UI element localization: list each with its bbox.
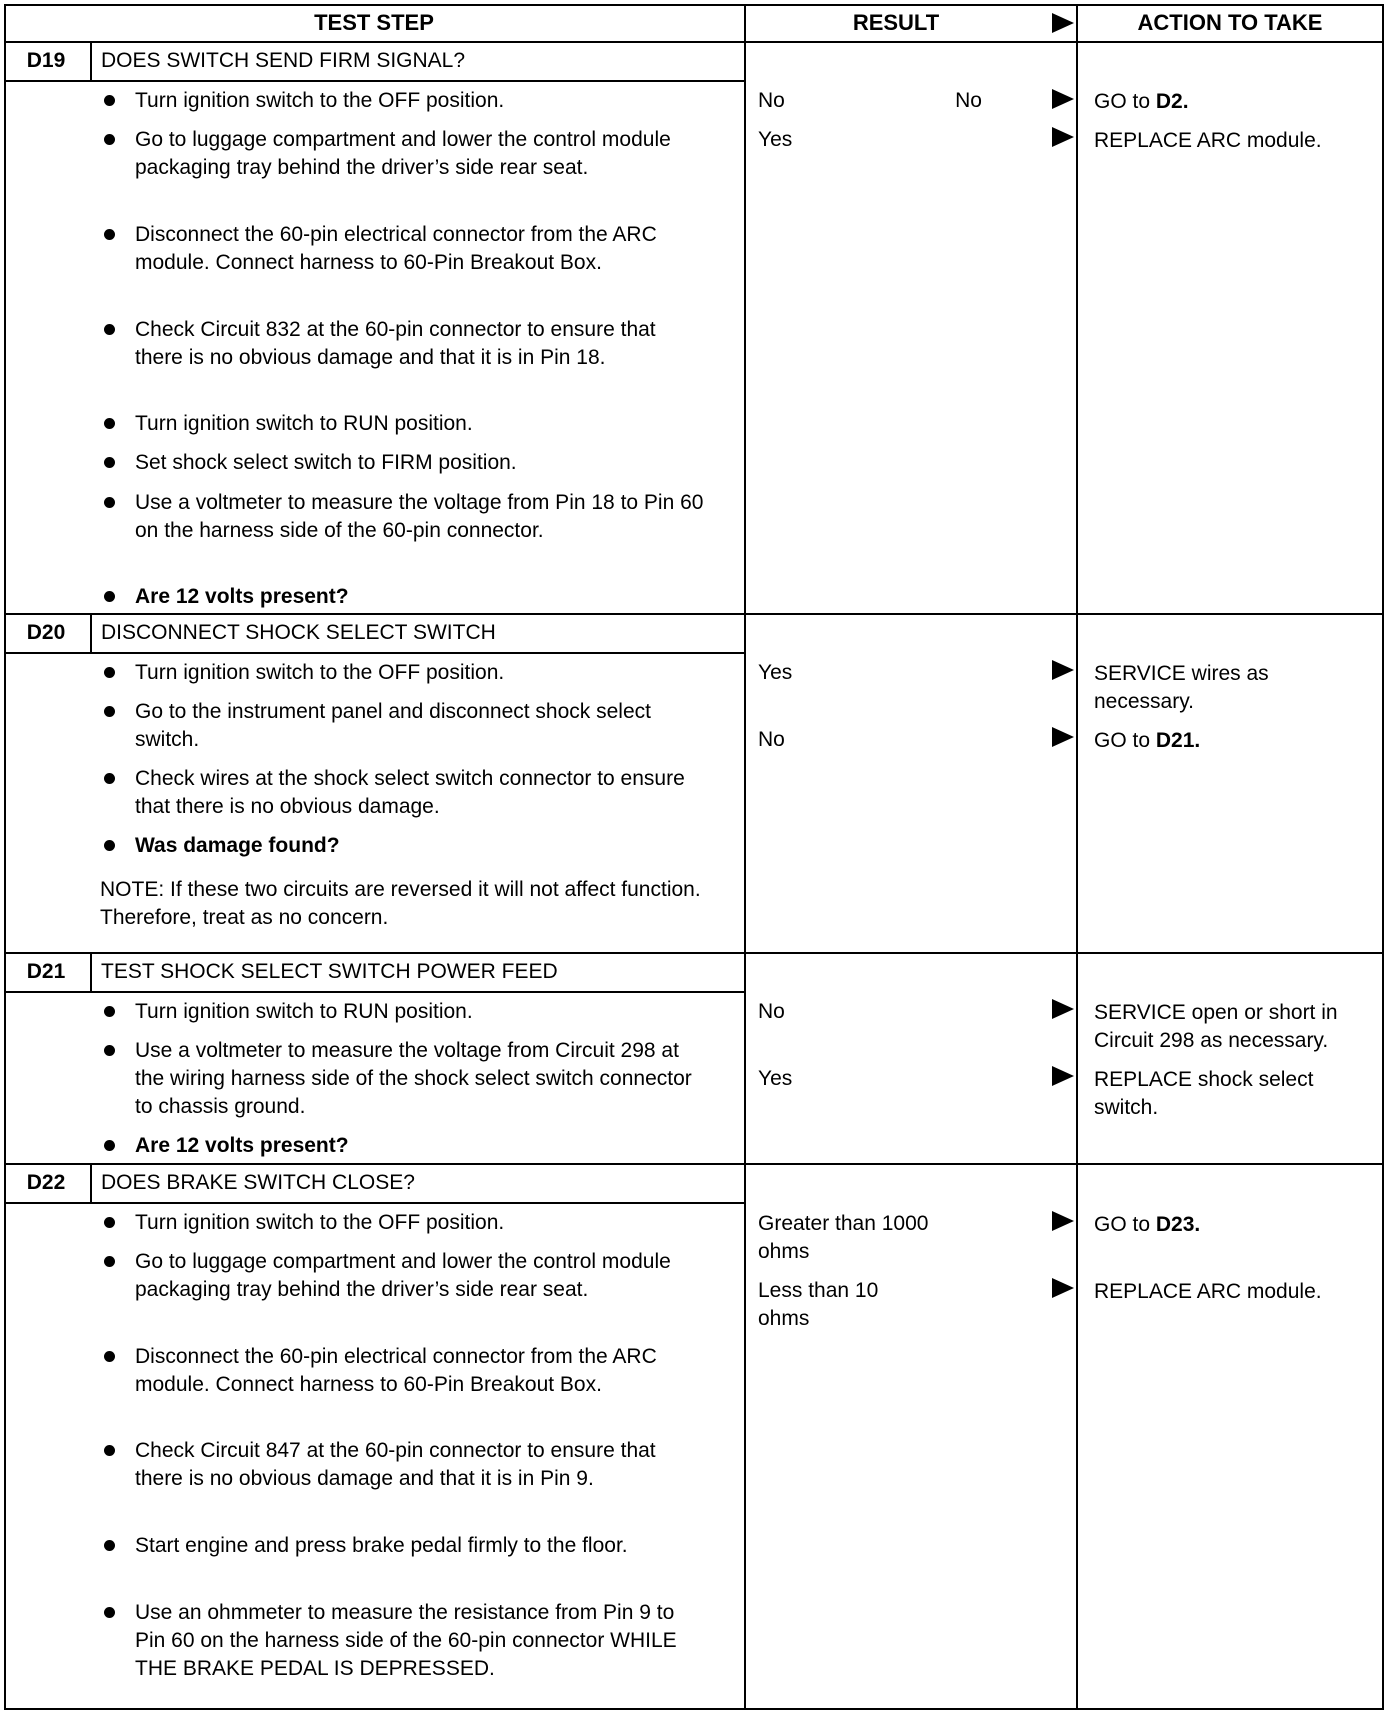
bullet-icon xyxy=(104,497,115,508)
note-text: NOTE: If these two circuits are reversed it will not affect function. Therefore, treat as no concern. xyxy=(100,878,701,929)
bullet-icon xyxy=(104,1256,115,1267)
bullet-icon xyxy=(104,591,115,602)
bullet-icon xyxy=(104,324,115,335)
result-yes: Yes xyxy=(758,128,793,151)
arrow-icon xyxy=(1052,727,1074,747)
result-greater-than-1000: Greater than 1000 ohms xyxy=(758,1212,929,1263)
bullet-icon xyxy=(104,1607,115,1618)
bullet-icon xyxy=(104,1217,115,1228)
action-replace-arc: REPLACE ARC module. xyxy=(1094,129,1322,152)
action-goto-d23: GO to D23. xyxy=(1094,1213,1201,1236)
step-title-d22: DOES BRAKE SWITCH CLOSE? xyxy=(101,1171,415,1194)
step-id-d19: D19 xyxy=(26,49,66,72)
bullet-icon xyxy=(104,773,115,784)
diagnostic-table: TEST STEP RESULT ACTION TO TAKE D19 DOES SWITCH SEND FIRM SIGNAL? Turn ignition switch to the OFF position. Go to luggage compartment and lower the control module packaging tray behind the driver’s side rear seat. Disconnect the 60-pin electrical connector from the ARC module. Connect harness to 60-Pin Breakout Box. Check Circuit 832 at the 60-pin connector to ensure that there is no obvious damage and that it is in Pin 18. Turn ignition switch to RUN position. Set shock select switch to FIRM position. Use a voltmeter to measure the voltage from Pin 18 to Pin 60 on the harness side of the 60-pin connector. Are 12 volts present? No No GO to D2. Yes REPLACE ARC module. D20 DISCONNECT SHOCK SELECT SWITCH Turn ignition switch to the OFF position. Go to the instrument panel and disconnect shock select switch. Check wires at the shock select switch connector to ensure that there is no obvious damage. Was damage found? NOTE: If these two circuits are reversed it will not affect function. Therefore, treat as no concern. Yes SERVICE wires as necessary. No GO to D21. D21 TEST SHOCK SELECT SWITCH POWER FEED Turn ignition switch to RUN position. Use a voltmeter to measure the voltage from Circuit 298 at the wiring harness side of the shock select switch connector to chassis ground. Are 12 volts present? No SERVICE open or short in Circuit 298 as necessary. Yes REPLACE shock select switch. D22 DOES BRAKE SWITCH CLOSE? Turn ignition switch to the OFF position. Go to luggage compartment and lower the control module packaging tray behind the driver’s side rear seat. Disconnect the 60-pin electrical connector from the ARC module. Connect harness to 60-Pin Breakout Box. Check Circuit 847 at the 60-pin connector to ensure that there is no obvious damage and that it is in Pin 9. Start engine and press brake pedal firmly to the floor. Use an ohmmeter to measure the resistance from Pin 9 to Pin 60 on the harness side of the 60-pin connector WHILE THE BRAKE PEDAL IS DEPRESSED. Greater than 1000 ohms GO to D23. Less than 10 ohms REPLACE ARC module. xyxy=(0,0,1392,1714)
step-id-divider xyxy=(90,613,92,653)
bullet-icon xyxy=(104,418,115,429)
action-replace-shock-switch: REPLACE shock select switch. xyxy=(1094,1068,1314,1119)
bullet-icon xyxy=(104,1045,115,1056)
step-title-underline xyxy=(4,1202,746,1204)
step-id-divider xyxy=(90,1163,92,1203)
result-yes: Yes xyxy=(758,1067,793,1090)
bullet-icon xyxy=(104,457,115,468)
header-test-step: TEST STEP xyxy=(314,10,434,35)
result-yes: Yes xyxy=(758,661,793,684)
bullet-icon xyxy=(104,1140,115,1151)
header-result: RESULT xyxy=(852,10,940,35)
bullet-icon xyxy=(104,229,115,240)
step-title-d20: DISCONNECT SHOCK SELECT SWITCH xyxy=(101,621,496,644)
header-action: ACTION TO TAKE xyxy=(1137,10,1323,35)
table-left-border xyxy=(4,4,6,1710)
step-id-d20: D20 xyxy=(26,621,66,644)
arrow-icon xyxy=(1052,1066,1074,1086)
bullet-icon xyxy=(104,1445,115,1456)
result-column-divider xyxy=(744,4,746,1710)
step-title-underline xyxy=(4,652,746,654)
action-column-divider xyxy=(1076,4,1078,1710)
arrow-icon xyxy=(1052,127,1074,147)
result-no: No No xyxy=(758,89,982,112)
action-service-circuit-298: SERVICE open or short in Circuit 298 as necessary. xyxy=(1094,1001,1338,1052)
action-goto-d2: GO to D2. xyxy=(1094,90,1189,113)
step-title-d21: TEST SHOCK SELECT SWITCH POWER FEED xyxy=(101,960,558,983)
arrow-icon xyxy=(1052,1278,1074,1298)
step-id-d21: D21 xyxy=(26,960,66,983)
step-title-d19: DOES SWITCH SEND FIRM SIGNAL? xyxy=(101,49,466,72)
arrow-icon xyxy=(1052,660,1074,680)
table-right-border xyxy=(1382,4,1384,1710)
result-less-than-10: Less than 10 ohms xyxy=(758,1279,879,1330)
bullet-icon xyxy=(104,134,115,145)
step-title-underline xyxy=(4,991,746,993)
bullet-icon xyxy=(104,706,115,717)
bullet-icon xyxy=(104,1351,115,1362)
action-goto-d21: GO to D21. xyxy=(1094,729,1201,752)
action-service-wires: SERVICE wires as necessary. xyxy=(1094,662,1269,713)
header-arrow-icon xyxy=(1052,13,1074,33)
bullet-icon xyxy=(104,667,115,678)
step-title-underline xyxy=(4,80,746,82)
bullet-icon xyxy=(104,95,115,106)
bullet-icon xyxy=(104,1006,115,1017)
result-no: No xyxy=(758,728,785,751)
action-replace-arc: REPLACE ARC module. xyxy=(1094,1280,1322,1303)
arrow-icon xyxy=(1052,1211,1074,1231)
step-id-divider xyxy=(90,41,92,81)
result-no: No xyxy=(758,1000,785,1023)
arrow-icon xyxy=(1052,999,1074,1019)
table-bottom-border xyxy=(4,1708,1384,1710)
step-id-d22: D22 xyxy=(26,1171,66,1194)
bullet-icon xyxy=(104,840,115,851)
bullet-icon xyxy=(104,1540,115,1551)
step-id-divider xyxy=(90,952,92,992)
arrow-icon xyxy=(1052,89,1074,109)
